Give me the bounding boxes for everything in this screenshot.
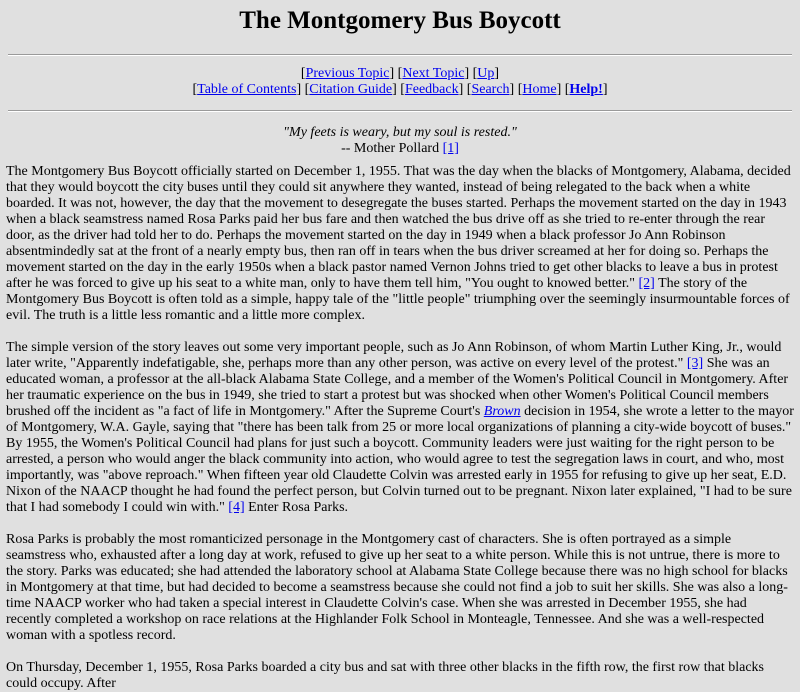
paragraph-text: Rosa Parks is probably the most romanticized personage in the Montgomery cast of characters. She is often portrayed as a simple seamstress who, exhausted after a long day at work, refused to give up her seat to a white person. While this is not untrue, there is more to the story. Parks was educated; she had attended the laboratory school at Alabama State College because there was no high school for blacks in Montgomery at that time, but had decided to become a seamstress because she could not find a job to suit her skills. She was also a long-time NAACP worker who had taken a special interest in Claudette Colvin's case. When she was arrested in December 1955, she had recently completed a workshop on race relations at the Highlander Folk School in Monteagle, Tennessee. And she was a well-respected woman with a spotless record. — [6, 532, 788, 643]
footnote-link-3[interactable]: [3] — [686, 356, 704, 371]
nav-link-previous-topic[interactable]: Previous Topic — [305, 66, 390, 81]
paragraph-text: The Montgomery Bus Boycott officially started on December 1, 1955. That was the day when the blacks of Montgomery, Alabama, decided that they would boycott the city buses until they could sit anywhere they wanted, instead of being relegated to the back when a white boarded. It was not, however, the day that the movement to desegregate the buses started. Perhaps the movement started on the day in 1943 when a black seamstress named Rosa Parks paid her bus fare and then watched the bus drive off as she tried to re-enter through the rear door, as the driver had told her to do. Perhaps the movement started on the day in 1949 when a black professor Jo Ann Robinson absentmindedly sat at the front of a nearly empty bus, then ran off in tears when the bus driver screamed at her for doing so. Perhaps the movement started on the day in the early 1950s when a black pastor named Vernon Johns tried to get other blacks to leave a bus in protest after he was forced to give up his seat to a white man, only to have them tell him, "You ought to knowed better." — [6, 164, 791, 291]
paragraph-december-1 — [6, 660, 794, 692]
footnote-link-4[interactable]: [4] — [228, 500, 245, 515]
paragraph-rosa-parks — [6, 532, 794, 644]
footnote-link-2[interactable]: [2] — [638, 276, 655, 291]
nav-link-help[interactable] — [569, 82, 602, 97]
paragraph-text: She was an educated woman, a professor at the all-black Alabama State College, and a member of the Women's Political Council in Montgomery. After her traumatic experience on the bus in 1949, she tried to start a protest but was shocked when other Women's Political Council members brushed off the incident as "a fact of life in Montgomery." After the Supreme Court's — [6, 356, 789, 419]
brown-case-link-label: Brown — [483, 404, 521, 419]
nav-link-feedback[interactable]: Feedback — [404, 82, 459, 97]
page-title: The Montgomery Bus Boycott — [239, 7, 561, 34]
paragraph-intro — [6, 164, 794, 324]
epigraph-attribution: -- Mother Pollard — [341, 141, 440, 156]
nav-link-citation-guide[interactable]: Citation Guide — [309, 82, 393, 97]
paragraph-text: On Thursday, December 1, 1955, Rosa Parks boarded a city bus and sat with three other blacks in the fifth row, the first row that blacks could occupy. After — [6, 660, 765, 691]
nav-link-table-of-contents[interactable]: Table of Contents — [197, 82, 297, 97]
nav-link-search[interactable]: Search — [471, 82, 510, 97]
paragraph-text: decision in 1954, she wrote a letter to the mayor of Montgomery, W.A. Gayle, saying that "there has been talk from 25 or more local organizations of planning a city-wide boycott of buses." By 1955, the Women's Political Council had plans for just such a boycott. Community leaders were just waiting for the right person to be arrested, a person who would anger the black community into action, who would agree to test the segregation laws in court, and who, most importantly, was "above reproach." When fifteen year old Claudette Colvin was arrested early in 1955 for refusing to give up her seat, E.D. Nixon of the NAACP thought he had found the perfect person, but Colvin turned out to be pregnant. Nixon later explained, "I had to be sure that I had somebody I could win with." — [6, 404, 794, 515]
footnote-link-1[interactable]: [1] — [442, 141, 459, 156]
nav-link-next-topic[interactable]: Next Topic — [402, 66, 465, 81]
nav-link-home[interactable]: Home — [522, 82, 557, 97]
nav-link-help-label: Help! — [569, 82, 603, 97]
divider — [8, 110, 792, 112]
nav-row-secondary: [Table of Contents] [Citation Guide] [Feedback] [Search] [Home] [Help!] — [192, 82, 608, 97]
paragraph-robinson — [6, 340, 794, 516]
paragraph-text: The simple version of the story leaves out some very important people, such as Jo Ann Robinson, of whom Martin Luther King, Jr., would later write, "Apparently indefatigable, she, perhaps more than any other person, was active on every level of the protest." — [6, 340, 782, 371]
brown-case-link[interactable] — [484, 404, 521, 419]
epigraph-text: "My feets is weary, but my soul is rested." — [283, 125, 517, 140]
paragraph-text: Enter Rosa Parks. — [248, 500, 349, 515]
nav-link-up[interactable]: Up — [477, 66, 495, 81]
epigraph — [6, 125, 794, 157]
paragraph-text: The story of the Montgomery Bus Boycott is often told as a simple, happy tale of the "little people" triumphing over the seemingly insurmountable forces of evil. The truth is a little less romantic and a little more complex. — [6, 276, 790, 323]
page — [0, 6, 800, 692]
divider — [8, 54, 792, 56]
nav-row-primary: [Previous Topic] [Next Topic] [Up] — [300, 66, 500, 81]
